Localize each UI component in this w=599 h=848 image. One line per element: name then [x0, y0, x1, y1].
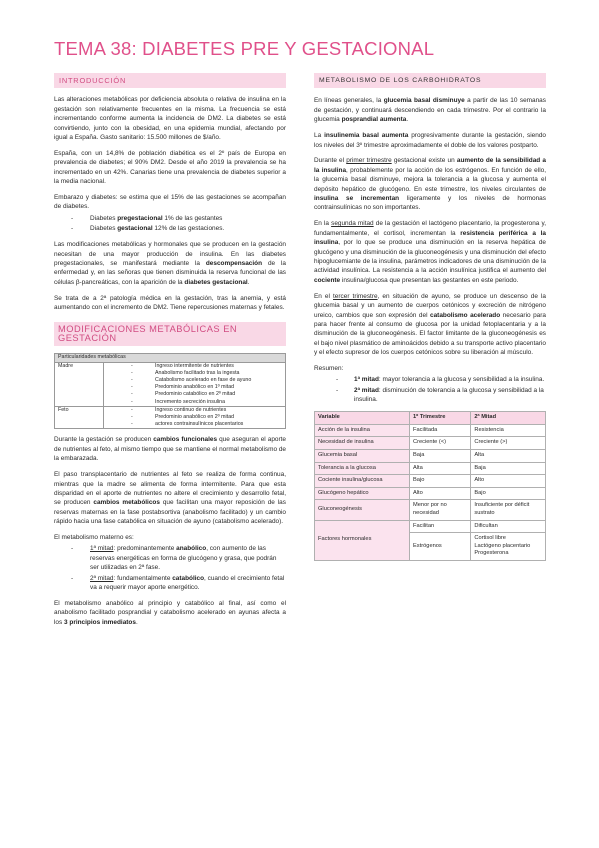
table-row: Cociente insulina/glucosa Bajo Alto	[315, 475, 546, 488]
section-heading-modificaciones: MODIFICACIONES METABÓLICAS EN GESTACIÓN	[54, 322, 286, 347]
list-item: - 1ª mitad: mayor tolerancia a la glucosa y sensibilidad a la insulina.	[314, 375, 546, 384]
paragraph: El metabolismo materno es:	[54, 534, 134, 542]
diabetes-type-list	[54, 214, 286, 234]
table-row: Factores hormonales Facilitan Dificultan	[315, 520, 546, 533]
metabolic-particularities-table	[54, 353, 286, 429]
table-row: Acción de la insulina Facilitada Resistencia	[315, 424, 546, 437]
paragraph: Las modificaciones metabólicas y hormonales que se producen en la gestación necesitan de una mayor producción de insulina. En las diabetes pregestacionales, se manifestará mediante la descompensación de la enfermedad y, en las señoras que tienen disminuida la reserva funcional de las células β-pancreáticas, con la aparición de la diabetes gestacional.	[54, 241, 287, 286]
paragraph: Las alteraciones metabólicas por deficiencia absoluta o relativa de insulina en la gestación son relativamente frecuentes en la misma. La frecuencia se está incrementando conforme aumenta la incidencia de DM2. La diabetes se está convirtiendo, junto con la obesidad, en una epidemia mundial, afectando por igual a España. Gasto sanitario: 15.500 millones de $/año.	[54, 96, 286, 142]
paragraph: El metabolismo anabólico al principio y catabólico al final, así como el anabolismo facilitado posprandial y catabolismo acelerado en ayunas afecta a los 3 principios inmediatos.	[54, 599, 286, 626]
paragraph: Se trata de a 2ª patología médica en la gestación, tras la anemia, y está aumentando con el incremento de DM2. Tiene repercusiones maternas y fetales.	[54, 294, 286, 312]
paragraph: La insulinemia basal aumenta progresivamente durante la gestación, siendo los niveles del 3º trimestre aproximadamente el doble de los valores postparto.	[314, 132, 547, 149]
list-item: - 2ª mitad: fundamentalmente catabólico, cuando el crecimiento fetal va a requerir mayor aporte energético.	[54, 574, 286, 593]
list-item: - 2ª mitad: disminución de tolerancia a la glucosa y sensibilidad a la insulina.	[314, 386, 546, 405]
right-column	[314, 73, 546, 561]
paragraph: El paso transplacentario de nutrientes al feto se realiza de forma continua, mientras que la madre se alimenta de forma intermitente. Para que esta disparidad en el aporte de nutrientes no altere el crecimiento y desarrollo fetal, se producen cambios metabólicos que facilitan una mayor reposición de las reservas maternas en la fase postabsortiva (anabolismo facilitado) y un cambio rápido hacia una fase catabólica en situación de ayuno (catabolismo acelerado).	[54, 471, 286, 526]
comparison-table	[314, 411, 546, 561]
table-row: Glucógeno hepático Alto Bajo	[315, 487, 546, 500]
table-row: Gluconeogénesis Menor por no necesidad Insuficiente por déficit sustrato	[315, 500, 546, 520]
table-row: Feto - Ingreso continuo de nutrientes - Predominio anabólico en 2º mitad - actores contrainsulínicos placentarios	[55, 406, 286, 429]
left-column	[54, 73, 286, 634]
table-row: Tolerancia a la glucosa Alta Baja	[315, 462, 546, 475]
paragraph: En líneas generales, la glucemia basal disminuye a partir de las 10 semanas de gestación, y continuará descendiendo en cada trimestre. Por el contrario la glucemia posprandial aumenta.	[314, 97, 546, 124]
section-heading-carbohidratos: METABOLISMO DE LOS CARBOHIDRATOS	[314, 73, 546, 88]
resumen-list	[314, 375, 546, 404]
table-row: Estrógenos Cortisol libre Lactógeno placentario Progesterona	[315, 533, 546, 561]
paragraph: En el tercer trimestre, en situación de ayuno, se produce un descenso de la glucemia basal y un aumento de cuerpos cetónicos y excreción de nitrógeno ureico, cambios que son expresión del catabolismo acelerado necesario para para hacer frente al consumo de glucosa por la unidad fetoplacentaria y a la disminución de la gluconeogénesis. El factor limitante de la gluconeogénesis es el bajo nivel plasmático de aminoácidos debido a su transporte activo placentario y el efecto supresor de los cuerpos cetónicos sobre su liberación al músculo.	[314, 292, 547, 357]
table-header-row: Variable 1º Trimestre 2ª Mitad	[315, 412, 546, 425]
section-heading-introduccion: INTRODUCCIÓN	[54, 73, 286, 88]
paragraph: Embarazo y diabetes: se estima que el 15% de las gestaciones se acompañan de diabetes.	[54, 194, 286, 211]
table-row: Madre - Ingreso intermitente de nutrientes - Anabolismo facilitado tras la ingesta - Catabolismo acelerado en fase de ayuno - Predominio anabólico en 1º mitad - Predominio catabólico en 2º mitad - Incremento secreción insulina	[55, 362, 286, 406]
list-item: - 1ª mitad: predominantemente anabólico, con aumento de las reservas energéticas en forma de glucógeno y grasa, que podrán ser utilizadas en 2ª fase.	[54, 544, 286, 572]
paragraph: España, con un 14,8% de población diabética es el 2º país de Europa en prevalencia de diabetes; el 90% DM2. Desde el año 2019 la prevalencia se ha incrementado en un 42%. Canarias tiene una prevalencia de diabetes superior a la media nacional.	[54, 149, 286, 186]
table-header: Particularidades metabólicas	[55, 354, 286, 362]
paragraph: En la segunda mitad de la gestación el lactógeno placentario, la progesterona y, fundamentalmente, el cortisol, incrementan la resistencia periférica a la insulina, por lo que se produce una disminución en la reserva hepática de glucógeno y una disminución de la gluconeogénesis y una disminución del efecto hipoglucemiante de la insulina, parámetros indicadores de una disminución de la actividad insulínica. La resistencia a la acción insulínica justifica el aumento del cociente insulina/glucosa que presentan las gestantes en este periodo.	[314, 220, 546, 284]
list-item: - Diabetes gestacional 12% de las gestaciones.	[54, 224, 286, 233]
table-row: Glucemia basal Baja Alta	[315, 449, 546, 462]
paragraph: Durante la gestación se producen cambios funcionales que aseguran el aporte de nutrientes al feto, al mismo tiempo que se mantiene el normal metabolismo de la embarazada.	[54, 436, 286, 463]
resumen-label: Resumen:	[314, 365, 344, 373]
table-row: Necesidad de insulina Creciente (<) Creciente (>)	[315, 437, 546, 450]
page-title: TEMA 38: DIABETES PRE Y GESTACIONAL	[54, 38, 435, 59]
list-item: - Diabetes pregestacional 1% de las gestantes	[54, 214, 286, 223]
maternal-metabolism-list	[54, 544, 286, 592]
paragraph: Durante el primer trimestre gestacional existe un aumento de la sensibilidad a la insulina, probablemente por la acción de los estrógenos. En función de ello, la glucemia basal disminuye, mejora la tolerancia a la glucosa y aumenta el depósito hepático de glucógeno. En este trimestre, los niveles circulantes de insulina se incrementan ligeramente y los niveles de hormonas contrainsulínicas no son importantes.	[314, 157, 546, 212]
